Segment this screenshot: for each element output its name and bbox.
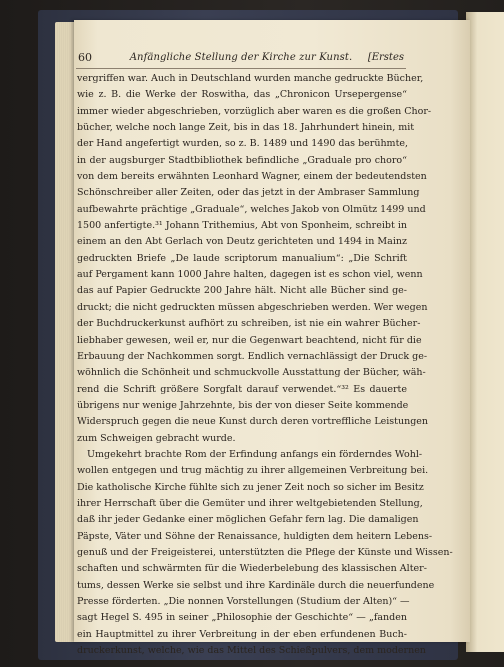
header-rule (76, 68, 406, 69)
text-line: in der augsburger Stadtbibliothek befindliche „Graduale pro choro“ (77, 154, 407, 166)
text-line: immer wieder abgeschrieben, vorzüglich aber waren es die großen Chor- (77, 105, 432, 117)
text-line: druckt; die nicht gedruckten müssen abgeschrieben werden. Wer wegen (77, 301, 428, 313)
text-line: Erbauung der Nachkommen sorgt. Endlich vernachlässigt der Druck ge- (77, 350, 428, 362)
text-line: Schönschreiber aller Zeiten, oder das jetzt in der Ambraser Sammlung (77, 187, 420, 199)
text-line: bücher, welche noch lange Zeit, bis in das 18. Jahrhundert hinein, mit (77, 122, 415, 134)
facing-page-edge (466, 12, 504, 652)
text-line: schaften und schwärmten für die Wiederbelebung des klassischen Alter- (77, 563, 427, 575)
text-line: wie z. B. die Werke der Roswitha, das „Chronicon Ursepergense“ (77, 89, 407, 101)
text-line: der Buchdruckerkunst aufhört zu schreiben, ist nie ein wahrer Bücher- (77, 318, 421, 330)
text-line: rend die Schrift größere Sorgfalt darauf verwendet.“³² Es dauerte (77, 383, 407, 395)
text-line: liebhaber gewesen, weil er, nur die Gegenwart beachtend, nicht für die (77, 334, 422, 346)
body-text (77, 71, 453, 659)
text-line: tums, dessen Werke sie selbst und ihre Kardinäle durch die neuerfundene (77, 579, 435, 591)
text-line: ihrer Herrschaft über die Gemüter und ihrer weltgebietenden Stellung, (77, 497, 423, 509)
text-line: einem an den Abt Gerlach von Deutz gerichteten und 1494 in Mainz (77, 236, 407, 248)
text-line: aufbewahrte prächtige „Graduale“, welches Jakob von Olmütz 1499 und (77, 203, 426, 215)
text-line: Presse förderten. „Die nonnen Vorstellungen (Studium der Alten)“ — (77, 596, 410, 607)
text-line: auf Pergament kann 1000 Jahre halten, dagegen ist es schon viel, wenn (77, 269, 423, 281)
text-line: von dem bereits erwähnten Leonhard Wagner, einem der bedeutendsten (77, 171, 427, 183)
text-line: 1500 anfertigte.³¹ Johann Trithemius, Abt von Sponheim, schreibt in (77, 220, 407, 232)
text-line: wöhnlich die Schönheit und schmuckvolle Ausstattung der Bücher, wäh- (77, 367, 426, 379)
running-title: Anfängliche Stellung der Kirche zur Kunst. (129, 52, 353, 63)
text-line: genuß und der Freigeisterei, unterstützten die Pflege der Künste und Wissen- (77, 546, 453, 558)
text-line: gedruckten Briefe „De laude scriptorum manualium“: „Die Schrift (77, 252, 407, 264)
text-line: wollen entgegen und trug mächtig zu ihrer allgemeinen Verbreitung bei. (77, 465, 429, 477)
text-line: ein Hauptmittel zu ihrer Verbreitung in der eben erfundenen Buch- (77, 628, 407, 640)
text-line: vergriffen war. Auch in Deutschland wurden manche gedruckte Bücher, (77, 73, 424, 84)
text-line: Päpste, Väter und Söhne der Renaissance, huldigten dem heitern Lebens- (77, 530, 433, 542)
text-line: der Hand angefertigt wurden, so z. B. 1489 und 1490 das berühmte, (77, 138, 409, 150)
text-line: druckerkunst, welche, wie das Mittel des Schießpulvers, dem modernen (77, 645, 426, 657)
text-line: Umgekehrt brachte Rom der Erfindung anfangs ein förderndes Wohl- (87, 448, 423, 460)
text-line: sagt Hegel S. 495 in seiner „Philosophie der Geschichte“ — „fanden (77, 612, 407, 624)
text-line: Widerspruch gegen die neue Kunst durch deren vortreffliche Leistungen (77, 416, 429, 428)
text-line: daß ihr jeder Gedanke einer möglichen Gefahr fern lag. Die damaligen (77, 514, 419, 526)
section-mark: [Erstes (367, 52, 404, 63)
text-line: das auf Papier Gedruckte 200 Jahre hält. Nicht alle Bücher sind ge- (77, 285, 407, 297)
text-line: übrigens nur wenige Jahrzehnte, bis der von dieser Seite kommende (77, 399, 409, 411)
text-line: zum Schweigen gebracht wurde. (77, 432, 236, 444)
text-line: Die katholische Kirche fühlte sich zu jener Zeit noch so sicher im Besitz (77, 481, 424, 493)
page-number: 60 (78, 51, 92, 64)
running-header (78, 51, 404, 67)
